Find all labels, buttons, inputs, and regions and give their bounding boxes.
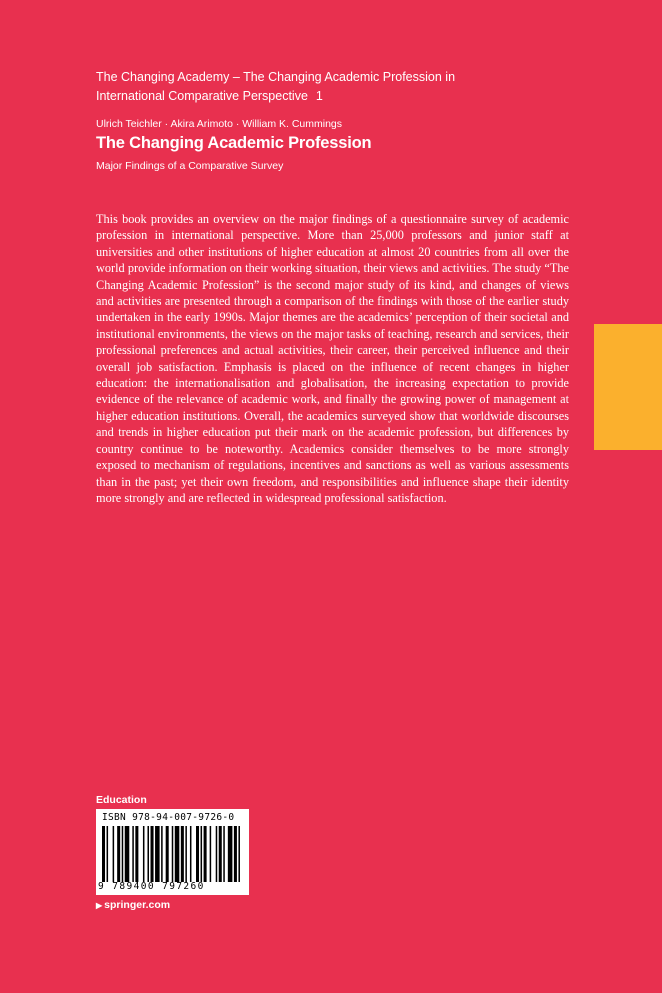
barcode-bar (107, 826, 109, 882)
barcode-bar (143, 826, 145, 882)
barcode-bar (238, 826, 240, 882)
series-volume: 1 (315, 89, 323, 103)
barcode-bar (166, 826, 169, 882)
barcode-bar (210, 826, 212, 882)
barcode-bar (223, 826, 225, 882)
arrow-icon: ▶ (96, 901, 103, 910)
series-line-1: The Changing Academy – The Changing Academic Profession in (96, 70, 456, 84)
barcode-bar (228, 826, 233, 882)
barcode-bar (234, 826, 237, 882)
barcode-bar (117, 826, 120, 882)
isbn-label: ISBN 978-94-007-9726-0 (102, 812, 235, 823)
barcode-bar (151, 826, 154, 882)
book-description: This book provides an overview on the major findings of a questionnaire survey of academic profession in international perspective. More than 25,000 professors and junior staff at universities and other institutions of higher education at almost 20 countries from all over the world provide information on their working situation, their views and activities. The study “The Changing Academic Profession” is the second major study of its kind, and changes of views and activities are presented through a comparison of the findings with those of the earlier study undertaken in the early 1990s. Major themes are the academics’ perception of their societal and institutional environments, the views on the major tasks of teaching, research and services, their professional preferences and actual activities, their career, their perceived influence and their overall job satisfaction. Emphasis is placed on the influence of recent changes in higher education: the internationalisation and globalisation, the increasing expectation to provide evidence of the relevance of academic work, and finally the growing power of management at higher education institutions. Overall, the academics surveyed show that worldwide discourses and trends in higher education put their mark on the academic profession, but differences by country continue to be noteworthy. Academics consider themselves to be more strongly exposed to mechanism of regulations, incentives and sanctions as well as various assessments than in the past; yet their own freedom, and responsibilities and influence shape their identity more strongly and are reflected in widespread professional satisfaction. (96, 212, 569, 505)
book-subtitle: Major Findings of a Comparative Survey (96, 160, 284, 172)
barcode-bar (113, 826, 115, 882)
barcode-bar (132, 826, 134, 882)
barcode-bar (196, 826, 199, 882)
color-tab (594, 324, 662, 450)
series-line-2 (96, 87, 496, 106)
barcode (96, 809, 249, 895)
barcode-bar (190, 826, 192, 882)
barcode-bar (161, 826, 163, 882)
publisher-website[interactable] (96, 899, 170, 911)
authors: Ulrich Teichler · Akira Arimoto · William K. Cummings (96, 118, 343, 130)
series-title (96, 68, 496, 106)
barcode-bars (102, 826, 243, 882)
barcode-bar (125, 826, 130, 882)
barcode-bar (122, 826, 124, 882)
barcode-bar (135, 826, 138, 882)
book-title: The Changing Academic Profession (96, 134, 372, 152)
barcode-bar (147, 826, 149, 882)
barcode-number: 9 789400 797260 (98, 881, 205, 892)
barcode-bar (219, 826, 222, 882)
barcode-bar (201, 826, 203, 882)
barcode-bar (216, 826, 218, 882)
category-label: Education (96, 794, 147, 806)
barcode-bar (204, 826, 207, 882)
series-name: International Comparative Perspective (96, 89, 308, 103)
barcode-bar (175, 826, 180, 882)
website-label: springer.com (104, 899, 171, 911)
barcode-bar (172, 826, 174, 882)
barcode-bar (102, 826, 105, 882)
barcode-bar (155, 826, 160, 882)
barcode-bar (185, 826, 187, 882)
barcode-bar (181, 826, 184, 882)
